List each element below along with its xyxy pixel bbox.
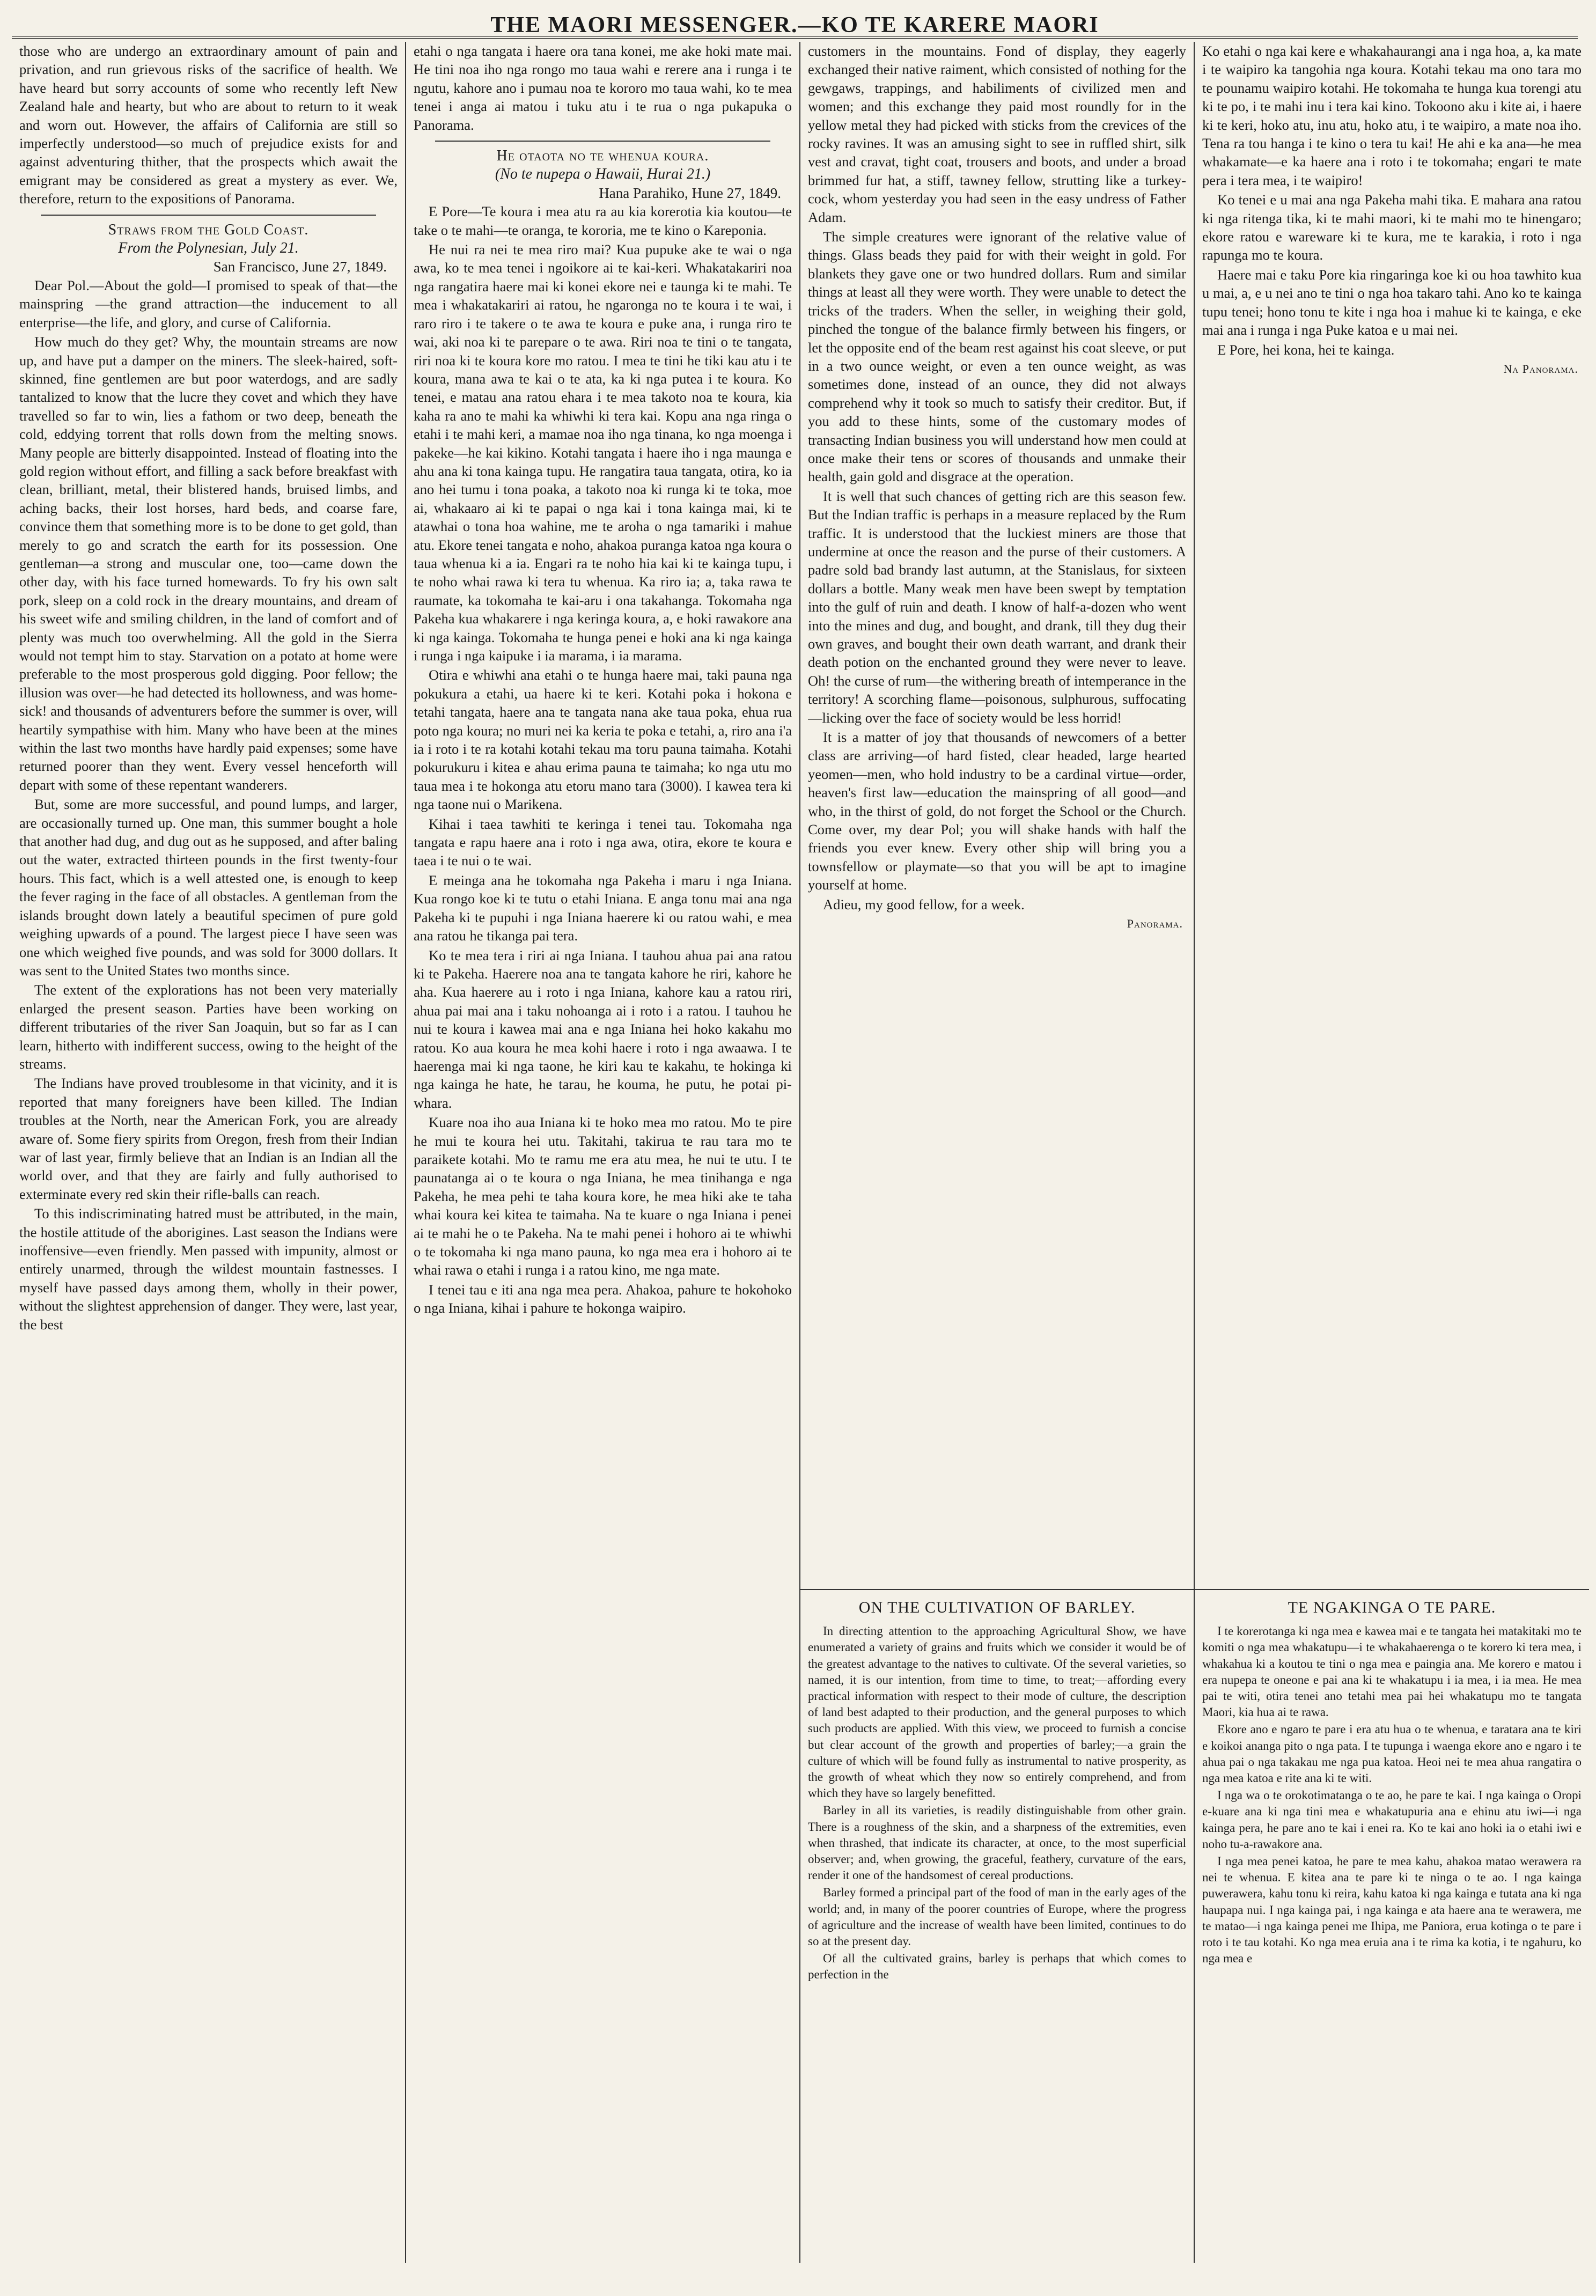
column-2 bbox=[406, 42, 800, 2263]
barley-maori-article bbox=[1202, 1590, 1582, 2263]
article-subheading: (No te nupepa o Hawaii, Hurai 21.) bbox=[495, 166, 711, 183]
paragraph: Adieu, my good fellow, for a week. bbox=[823, 896, 1025, 912]
paragraph: I nga wa o te orokotimatanga o te ao, he pare te kai. I nga kainga o Oropi e-kuare ana ki nga tini mea e whakatupuria ana e ehinu atu iwi—i nga kainga pera, he pare ano te kai i enei ra. Ko te kai ano hoki ia o etahi iwi e noho tu-a-rawakore ana. bbox=[1202, 1789, 1582, 1851]
column-4 bbox=[1195, 42, 1589, 2263]
signature: Panorama. bbox=[1127, 917, 1183, 931]
paragraph: The simple creatures were ignorant of the relative value of things. Glass beads they paid for with their weight in gold. For blankets they gave one or two hundred dollars. Rum and similar things at least all they were worth. They were unable to detect the tricks of the traders. When the seller, in weighing their gold, pinched the tongue of the balance firmly between his fingers, or let the opposite end of the beam rest against his coat sleeve, or put in a two ounce weight, or even a ten ounce weight, as was sometimes done, instead of an ounce, they did not always comprehend why it took so much to satisfy their creditor. But, if you add to these hints, some of the customary modes of transacting Indian business you will understand how men could at once make their tens or scores of thousands and unmake their health, gain gold and disgrace at the operation. bbox=[808, 229, 1186, 485]
article-continuation bbox=[1202, 42, 1582, 1587]
paragraph: The Indians have proved troublesome in that vicinity, and it is reported that many foreigners have been killed. The Indian troubles at the North, near the American Fork, you are already aware of. Some fiery spirits from Oregon, fresh from their Indian war of last year, firmly believe that an Indian is an Indian all the world over, and that they are fairly and fully authorised to exterminate every red skin their rifle-balls can reach. bbox=[19, 1075, 398, 1202]
paragraph: But, some are more successful, and pound lumps, and larger, are occasionally turned up. One man, this summer bought a hole that another had dug, and dug out as he supposed, and after baling out the water, extracted thirteen pounds in the first twenty-four hours. This fact, which is a well attested one, is enough to keep the fever raging in the face of all obstacles. A gentleman from the islands brought down lately a beautiful specimen of pure gold weighing upwards of a pound. The largest piece I have seen was one which weighed five pounds, and was sold for 3000 dollars. It was sent to the United States two months since. bbox=[19, 796, 398, 978]
paragraph: Kihai i taea tawhiti te keringa i tenei tau. Tokomaha nga tangata e rapu haere ana i roto i nga awa, otira, ekore te koura e taea i te nui o te wai. bbox=[414, 815, 792, 869]
article-heading: Straws from the Gold Coast. bbox=[108, 221, 309, 238]
paragraph: In directing attention to the approaching Agricultural Show, we have enumerated a variety of grains and fruits which we consider it would be of the greatest advantage to the natives to cultivate. Of the several varieties, so named, it is our intention, from time to time, to treat;—affording every practical information with respect to their mode of culture, the description of land best adapted to their production, and the general purposes to which such products are applied. With this view, we proceed to furnish a concise but clear account of the growth and properties of barley;—a grain the culture of which will be found fully as instrumental to native prosperity, as the growth of wheat which they now so entirely comprehend, and from which they have so largely benefitted. bbox=[808, 1624, 1186, 1800]
paragraph: Ko tenei e u mai ana nga Pakeha mahi tika. E mahara ana ratou ki nga ritenga tika, ki te mahi maori, ki te mahi mo te hinengaro; ekore ratou e wareware ki te kura, me te karakia, i roto i nga rapunga mo te koura. bbox=[1202, 192, 1582, 263]
paragraph: To this indiscriminating hatred must be attributed, in the main, the hostile attitude of the aborigines. Last season the Indians were inoffensive—even friendly. Men passed with impunity, almost or entirely unarmed, through the wildest mountain fastnesses. I myself have passed days among them, wholly in their power, without the slightest apprehension of danger. They were, last year, the best bbox=[19, 1205, 398, 1333]
article-title: TE NGAKINGA O TE PARE. bbox=[1288, 1599, 1496, 1616]
paragraph: The extent of the explorations has not been very materially enlarged the present season. Parties have been working on different tributaries of the river San Joaquin, but so far as I can learn, hitherto with indifferent success, owing to the height of the streams. bbox=[19, 982, 398, 1072]
paragraph: Dear Pol.—About the gold—I promised to speak of that—the mainspring —the grand attraction—the inducement to all enterprise—the life, and glory, and curse of California. bbox=[19, 277, 398, 330]
divider bbox=[41, 215, 376, 216]
paragraph: He nui ra nei te mea riro mai? Kua pupuke ake te wai o nga awa, ko te mea tenei i ngoikore ai te kai-keri. Whakatakariri noa nga rangatira haere mai ki konei ekore nei e taunga ki te mahi. Te mea i whakatakariri ai ratou, he ngaronga no te koura i te wai, i raro riro i te takere o te awa te koura e puke ana, i runga riro te wai, aki noa ki te parepare o te awa. Riri noa te tini o te tangata, riri noa ki te koura kore mo ratou. I mea te tini he tiki kau atu i te koura, mana awa te kai o te ata, ka ki nga putea i te koura. Ko tenei, e matau ana ratou ehara i te mea takoto noa te koura, kia kaha ra ano te mahi ka whiwhi ki tera kai. Kopu ana nga ringa o etahi i te mahi keri, a mamae noa iho nga tinana, ko nga moenga i pakeke—he kai kikino. Kotahi tangata i haere iho i nga maunga e ahu ana ki tona kainga tupu. He rangatira taua tangata, otira, ko ia ano hei tumu i tona poaka, a takoto noa ki runga ki te toka, moe ai, whakaaro ai ki te papai o nga kai i tona kainga mai, ki te atawhai o tona hoa wahine, me te aroha o nga tamariki i mahue atu. Ekore tenei tangata e noho, ahakoa puranga katoa nga koura o taua whenua ki a ia. Engari ra te noho hia kai ki te kainga tupu, i te noho whai rawa ki tera tu whenua. Ka riro ia; a, taka rawa te raumate, ka tokomaha te kai-aru i ona takahanga. Tokomaha nga Pakeha kua whakarere i nga keringa koura, a, e hoki rawakore ana ki nga kainga. Tokomaha te hunga penei e hoki ana ki nga kainga i runga i nga kaipuke i ia marama, i ia marama. bbox=[414, 241, 792, 664]
paragraph: E Pore, hei kona, hei te kainga. bbox=[1217, 341, 1395, 358]
paragraph: customers in the mountains. Fond of display, they eagerly exchanged their native raiment, which consisted of nothing for the gewgaws, trappings, and habiliments of civilized men and women; and this exchange they paid most roundly for in the yellow metal they had picked with sticks from the crevices of the rocky ravines. It was an amusing sight to see in ruffled shirt, silk vest and cravat, tight coat, trousers and boots, and under a broad brimmed fur hat, a stiff, tawney fellow, strutting like a turkey-cock, whom yesterday you had seen in the easy undress of Father Adam. bbox=[808, 43, 1186, 225]
paragraph: I tenei tau e iti ana nga mea pera. Ahakoa, pahure te hokohoko o nga Iniana, kihai i pahure te hokonga waipiro. bbox=[414, 1281, 792, 1316]
paragraph: It is well that such chances of getting rich are this season few. But the Indian traffic is perhaps in a measure replaced by the Rum traffic. It is understood that the luckiest miners are those that undermine at once the reason and the purse of their customers. A padre sold bad brandy last autumn, at the Stanislaus, for sixteen dollars a bottle. Many weak men have been swept by temptation into the gulf of ruin and death. I know of half-a-dozen who went into the mines and dug, and bought, and drank, till they dug their own graves, and bought their own death warrant, and drank their death potion on the enchanted ground they were never to leave. Oh! the curse of rum—the withering breath of intemperance in the territory! A scorching flame—poisonous, sulphurous, suffocating—licking over the face of society would be less horrid! bbox=[808, 488, 1186, 726]
column-1 bbox=[12, 42, 406, 2263]
paragraph: Barley formed a principal part of the food of man in the early ages of the world; and, in many of the poorer countries of Europe, where the progress of agriculture and the increase of wealth have been limited, continues to do so at the present day. bbox=[808, 1886, 1186, 1948]
masthead: THE MAORI MESSENGER.—KO TE KARERE MAORI bbox=[12, 12, 1578, 39]
paragraph: I te korerotanga ki nga mea e kawea mai e te tangata hei matakitaki mo te komiti o nga mea whakatupu—i te whakahaerenga o te korero ki tera mea, i whakahua ki a koutou te tini o nga mea e paingia ana. Me korero e matou i era nupepa te oneone e pai ana ki te whakatupu i ia mea, i ia mea. He mea pai te witi, otira tenei ano tetahi mea pai hei whakatupu mo te tangata Maori, kia hua ai te rawa. bbox=[1202, 1624, 1582, 1719]
barley-english-article bbox=[808, 1590, 1186, 2263]
columns bbox=[12, 42, 1582, 2263]
paragraph: Otira e whiwhi ana etahi o te hunga haere mai, taki pauna nga pokukura a etahi, ua haere ki te keri. Kotahi poka i hokona e tetahi tangata, haere ana te tangata nana ake taua poka, ehua rua poto nga koura; no muri nei ka keria te poka e tetahi, a, riro ana i'a ia i roto i te ra kotahi kotahi tekau ma toru pauna taimaha. Kotahi pokurukuru i kitea e ahau erima pauna te taimaha; ko nga utu mo taua mea i te hokonga atu etoru mano tara (3000). I kawea tera ki nga taone nui o Marikena. bbox=[414, 667, 792, 813]
article-continuation bbox=[808, 42, 1186, 1587]
paragraph: those who are undergo an extraordinary amount of pain and privation, and run grievous risks of the sacrifice of health. We have heard but sorry accounts of some who recently left New Zealand hale and hearty, but who are about to return to it weak and worn out. However, the affairs of California are still so imperfectly understood—so much of prejudice exists for and against adventuring thither, that the prospects which await the emigrant may be considered as great a mystery as ever. We, therefore, return to the expositions of Panorama. bbox=[19, 43, 398, 207]
paragraph: It is a matter of joy that thousands of newcomers of a better class are arriving—of hard fisted, clear headed, large hearted yeomen—men, who hold industry to be a cardinal virtue—order, heaven's first law—education the mainspring of all good—and who, in the thirst of gold, do not forget the School or the Church. Come over, my dear Pol; you will shake hands with half the friends you ever knew. Every other ship will bring you a townsfellow or playmate—so that you will be apt to imagine yourself at home. bbox=[808, 729, 1186, 893]
divider bbox=[435, 141, 770, 142]
article-subheading: From the Polynesian, July 21. bbox=[118, 240, 299, 257]
paragraph: Kuare noa iho aua Iniana ki te hoko mea mo ratou. Mo te pire he mui te koura hei utu. Takitahi, takirua te rau tara mo te paraikete kotahi. Mo te ramu me era atu mea, he nui te utu. I te paunatanga ai o te koura o nga Iniana, he mea tinihanga e nga Pakeha, he mea pehi te taha koura kore, he mea hiki ake te taha whai koura kei kitea te taimaha. Na te kuare o nga Iniana i penei ai te mahi he o te Pakeha. Na te mahi penei i hohoro ai te whiwhi o te tokomaha ki nga mano pauna, ko nga mea era i hohoro ai te whai rawa o etahi i runga i a ratou kino, me nga mate. bbox=[414, 1114, 792, 1278]
dateline: Hana Parahiko, Hune 27, 1849. bbox=[599, 185, 781, 201]
paragraph: Of all the cultivated grains, barley is perhaps that which comes to perfection in the bbox=[808, 1952, 1186, 1982]
paragraph: Ko te mea tera i riri ai nga Iniana. I tauhou ahua pai ana ratou ki te Pakeha. Haerere noa ana te tangata kahore he riri, kahore he aha. Kua haerere au i roto i nga Iniana, kahore kau a ratou riri, ahua pai mai ana i taku nohoanga ai i roto i a ratou. I tauhou he nui te koura i kawea mai ana e nga Iniana hei hoko kakahu mo ratou. Ko aua koura he mea kohi haere i roto i nga awaawa. I te haerenga mai ki nga taone, he kiri kau te kakahu, te hokinga ki nga kainga he hate, he tarau, he kouma, he putu, he potai pi-whara. bbox=[414, 947, 792, 1111]
paragraph: Barley in all its varieties, is readily distinguishable from other grain. There is a roughness of the skin, and a sharpness of the extremities, even when thrashed, that indicate its character, at once, to the most superficial observer; and, when growing, the graceful, feathery, curvature of the ears, render it one of the handsomest of cereal productions. bbox=[808, 1804, 1186, 1882]
paragraph: E meinga ana he tokomaha nga Pakeha i maru i nga Iniana. Kua rongo koe ki te tutu o etahi Iniana. E anga tonu mai ana nga Pakeha ki te pupuhi i nga Iniana haerere ki ou ratou wahi, e mea ana ratou he tikanga pai tera. bbox=[414, 872, 792, 944]
dateline: San Francisco, June 27, 1849. bbox=[213, 259, 387, 275]
paragraph: etahi o nga tangata i haere ora tana konei, me ake hoki mate mai. He tini noa iho nga rongo mo taua wahi e rerere ana i runga i te ngutu, kahore ano i pumau noa te kororo mo taua wahi, ko te mea tenei i anga ai matou i tuku atu i te rua o nga pukapuka o Panorama. bbox=[414, 43, 792, 133]
paragraph: I nga mea penei katoa, he pare te mea kahu, ahakoa matao werawera ra nei te whenua. E kitea ana te pare ki te ninga o te ao. I nga kainga puwerawera, kahu tonu ki reira, kahu katoa ki nga kainga e tutata ana ki nga haupapa nui. I nga kainga pai, i nga kainga e ata haere ana te werawera, me te matao—i nga kainga penei me Ihipa, me Paniora, erua kotinga o te pare i roto i te tau kotahi. Ko nga mea eruia ana i te rima ka kotia, i te ngahuru, ko nga mea e bbox=[1202, 1855, 1582, 1966]
paragraph: How much do they get? Why, the mountain streams are now up, and have put a damper on the miners. The sleek-haired, soft-skinned, fine gentlemen are but poor waterdogs, and are sadly tantalized to know that the lucre they covet and which they have travelled so far to win, lies a fathom or two deep, beneath the cold, eddying torrent that rolls down from the melting snows. Many people are bitterly disappointed. Instead of floating into the gold region without effort, and filling a sack before breakfast with clean, brilliant, metal, their blistered hands, bruised limbs, and aching backs, their lost horses, hard beds, and coarse fare, convince them that something more is to be done to get gold, than merely to go and scratch the earth for its possession. One gentleman—a strong and muscular one, too—came down the other day, with his face turned homewards. To fry his own salt pork, sleep on a cold rock in the dreary mountains, and dream of his sweet wife and smiling children, in the land of comfort and of plenty was much too overwhelming. All the gold in the Sierra would not tempt him to stay. Starvation on a potato at home were preferable to the most prosperous gold digging. Poor fellow; the illusion was over—he had detected its hollowness, and was home-sick! and thousands of adventurers before the summer is over, will heartily sympathise with him. Many who have been at the mines within the last two months have hardly paid expenses; some have returned poorer than they went. Every vessel henceforth will depart with some of these repentant wanderers. bbox=[19, 334, 398, 793]
signature: Na Panorama. bbox=[1503, 362, 1578, 376]
article-title: ON THE CULTIVATION OF BARLEY. bbox=[858, 1599, 1136, 1616]
article-heading: He otaota no te whenua koura. bbox=[496, 148, 709, 165]
paragraph: Ekore ano e ngaro te pare i era atu hua o te whenua, e taratara ana te kiri e koikoi ananga pito o nga pata. I te tupunga i waenga ekore ano e ngaro i te ahua pai o nga takakau me nga pua katoa. Heoi nei te mea ahua rangatira o nga mea katoa e rite ana ki te witi. bbox=[1202, 1723, 1582, 1785]
paragraph: Haere mai e taku Pore kia ringaringa koe ki ou hoa tawhito kua u mai, a, e u nei ano te tini o nga hoa takaro tahi. Ano ko te kainga tupu tenei; hono tonu te kite i nga hoa i mahue ki te kainga, e eke mai ana i runga i nga Puke katoa e u mai nei. bbox=[1202, 266, 1582, 338]
paragraph: E Pore—Te koura i mea atu ra au kia korerotia kia koutou—te take o te mahi—te oranga, te kororia, me te kino o Kareponia. bbox=[414, 203, 792, 238]
column-3 bbox=[800, 42, 1195, 2263]
paragraph: Ko etahi o nga kai kere e whakahaurangi ana i nga hoa, a, ka mate i te waipiro ka tangohia nga koura. Kotahi tekau ma ono tara mo te pounamu waipiro kotahi. He tokomaha te hunga kua torengi atu ki te po, i te mahi inu i tera kai kino. Tokoono aku i kite ai, i haere ki te keri, hoko atu, inu atu, hoko atu, i te waipiro, a mate noa iho. Tena ra tou hanga i te kino o tera tu kai! He ahi e ka ana—he mea whakamate—e ka haere ana i roto i te tokomaha; engari te mate pera i tera mea, i te waipiro! bbox=[1202, 43, 1582, 188]
